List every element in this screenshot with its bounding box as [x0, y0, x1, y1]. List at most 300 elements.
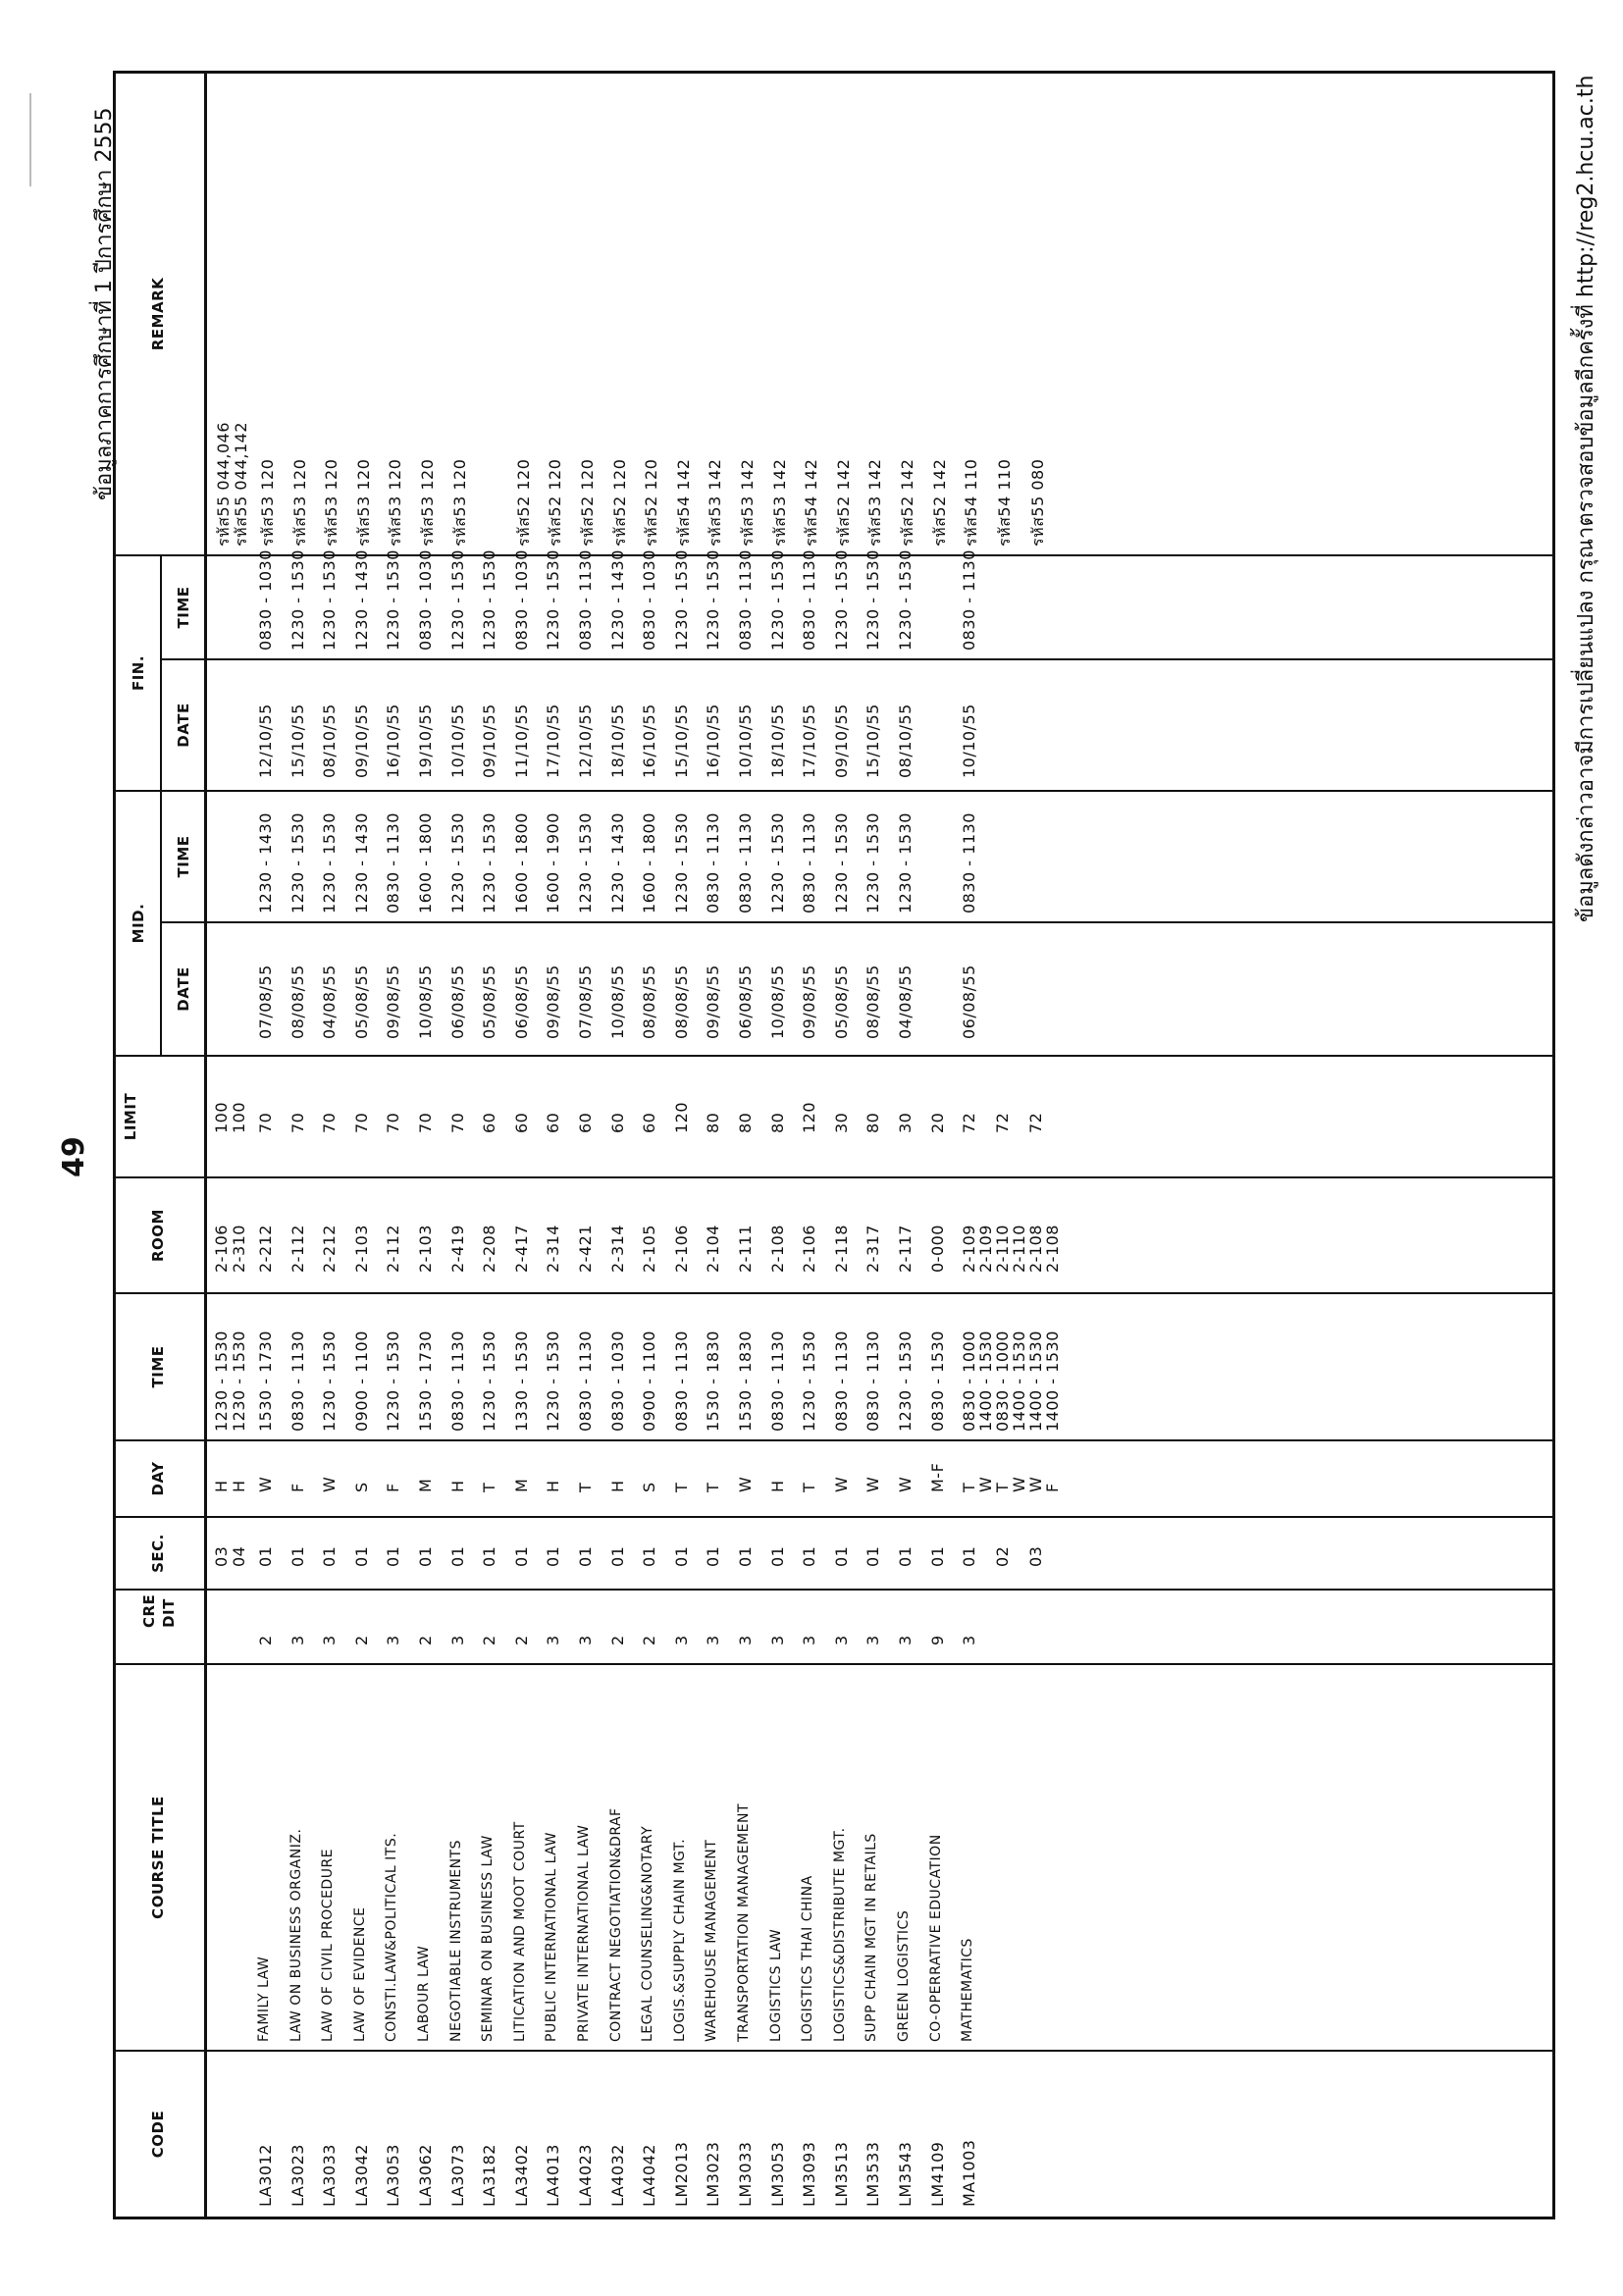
col-sep: [116, 2050, 1552, 2052]
room: 2-419: [447, 1225, 467, 1273]
course-code: LA3033: [320, 2144, 340, 2207]
course-code: LM3513: [831, 2141, 851, 2207]
course-title: TRANSPORTATION MANAGEMENT: [736, 1802, 752, 2042]
limit: 70: [256, 1112, 275, 1133]
day: T: [671, 1482, 691, 1492]
limit: 70: [351, 1112, 371, 1133]
section: 01: [447, 1545, 467, 1567]
room: 2-109: [976, 1225, 996, 1273]
section: 01: [767, 1545, 787, 1567]
remark: รหัส53 142: [769, 458, 789, 547]
course-code: LM2013: [671, 2141, 691, 2207]
day: T: [800, 1482, 819, 1492]
fin-time: 1230 - 1530: [320, 549, 340, 651]
course-code: LA4023: [576, 2144, 595, 2207]
class-time: 1330 - 1530: [511, 1331, 531, 1432]
credit: 2: [256, 1635, 275, 1645]
subheader-divider: [160, 554, 162, 1057]
footer-note: ข้อมูลดังกล่าวอาจมีการเปลี่ยนแปลง กรุณาตรวจสอบข้อมูลอีกครั้งที่ http://reg2.hcu.ac.th: [1574, 75, 1598, 922]
mid-time: 0830 - 1130: [736, 812, 755, 913]
remark: รหัส53 120: [386, 458, 405, 547]
fin-time: 1230 - 1530: [447, 549, 467, 651]
course-title: LAW ON BUSINESS ORGANIZ.: [288, 1828, 304, 2042]
course-title: MATHEMATICS: [960, 1938, 976, 2042]
header-remark: REMARK: [149, 277, 167, 351]
credit: 3: [288, 1635, 307, 1645]
room: 2-317: [864, 1225, 883, 1273]
mid-date: 09/08/55: [384, 965, 403, 1039]
room: 2-421: [576, 1225, 595, 1273]
course-code: LA3073: [447, 2144, 467, 2207]
mid-date: 05/08/55: [351, 965, 371, 1039]
credit: 2: [480, 1635, 499, 1645]
class-time: 1530 - 1730: [416, 1331, 435, 1432]
course-title: PUBLIC INTERNATIONAL LAW: [544, 1832, 560, 2042]
course-code: LA4013: [544, 2144, 563, 2207]
remark: รหัส52 120: [578, 458, 597, 547]
remark: รหัส53 120: [418, 458, 437, 547]
class-time: 1400 - 1530: [1010, 1331, 1029, 1432]
day: H: [544, 1480, 563, 1492]
section: 01: [960, 1545, 979, 1567]
class-time: 0830 - 1000: [960, 1331, 979, 1432]
room: 2-417: [511, 1225, 531, 1273]
course-code: LA3402: [511, 2144, 531, 2207]
mid-date: 08/08/55: [288, 965, 307, 1039]
mid-time: 1230 - 1530: [288, 812, 307, 913]
limit: 80: [767, 1112, 787, 1133]
fin-time: 0830 - 1030: [511, 549, 531, 651]
mid-date: 10/08/55: [767, 965, 787, 1039]
remark: รหัส54 110: [995, 458, 1015, 547]
mid-date: 09/08/55: [544, 965, 563, 1039]
limit: 70: [447, 1112, 467, 1133]
mid-time: 1600 - 1900: [544, 812, 563, 913]
day: W: [831, 1476, 851, 1492]
class-time: 0900 - 1100: [640, 1331, 659, 1432]
header-limit: LIMIT: [122, 1092, 139, 1141]
section: 01: [640, 1545, 659, 1567]
header-fin-date: DATE: [175, 703, 192, 748]
day: W: [896, 1476, 915, 1492]
limit: 60: [544, 1112, 563, 1133]
remark: รหัส54 142: [673, 458, 693, 547]
course-title: LOGIS.&SUPPLY CHAIN MGT.: [671, 1838, 688, 2042]
limit: 80: [864, 1112, 883, 1133]
day: W: [320, 1476, 340, 1492]
section: 01: [288, 1545, 307, 1567]
mid-date: 10/08/55: [607, 965, 627, 1039]
course-code: LM3093: [800, 2141, 819, 2207]
class-time: 1230 - 1530: [230, 1331, 248, 1432]
limit: 30: [896, 1112, 915, 1133]
room: 2-104: [704, 1225, 723, 1273]
col-sep: [160, 658, 1552, 660]
credit: 3: [671, 1635, 691, 1645]
mid-date: 06/08/55: [511, 965, 531, 1039]
mid-date: 07/08/55: [576, 965, 595, 1039]
class-time: 0900 - 1100: [351, 1331, 371, 1432]
fin-time: 1230 - 1530: [544, 549, 563, 651]
day: H: [447, 1480, 467, 1492]
class-time: 0830 - 1130: [831, 1331, 851, 1432]
class-time: 0830 - 1130: [864, 1331, 883, 1432]
day: W: [864, 1476, 883, 1492]
section: 01: [351, 1545, 371, 1567]
mid-time: 1600 - 1800: [511, 812, 531, 913]
remark: รหัส53 120: [353, 458, 373, 547]
fin-time: 1230 - 1530: [384, 549, 403, 651]
day: H: [607, 1480, 627, 1492]
fin-date: 17/10/55: [800, 704, 819, 778]
fin-date: 09/10/55: [831, 704, 851, 778]
header-course-title: COURSE TITLE: [149, 1796, 167, 1919]
section: 01: [416, 1545, 435, 1567]
col-sep: [116, 1292, 1552, 1294]
course-title: LOGISTICS&DISTRIBUTE MGT.: [831, 1827, 848, 2042]
day: W: [976, 1476, 996, 1492]
limit: 72: [960, 1112, 979, 1133]
fin-time: 0830 - 1130: [800, 549, 819, 651]
day: T: [480, 1482, 499, 1492]
class-time: 0830 - 1130: [288, 1331, 307, 1432]
course-code: LA3182: [480, 2144, 499, 2207]
credit: 2: [416, 1635, 435, 1645]
col-sep: [116, 1055, 1552, 1057]
fin-date: 16/10/55: [640, 704, 659, 778]
course-title: LITICATION AND MOOT COURT: [511, 1821, 528, 2042]
credit: 2: [351, 1635, 371, 1645]
section: 03: [212, 1545, 231, 1567]
fin-date: 10/10/55: [736, 704, 755, 778]
credit: 3: [704, 1635, 723, 1645]
course-code: LA3042: [351, 2144, 371, 2207]
room: 2-208: [480, 1225, 499, 1273]
limit: 70: [416, 1112, 435, 1133]
day: F: [384, 1483, 403, 1492]
mid-time: 1230 - 1430: [256, 812, 275, 913]
course-code: LM3053: [767, 2141, 787, 2207]
class-time: 1230 - 1530: [384, 1331, 403, 1432]
scan-mark: [29, 93, 31, 186]
fin-time: 1230 - 1530: [288, 549, 307, 651]
header-fin-time: TIME: [175, 586, 192, 629]
section: 01: [864, 1545, 883, 1567]
header-mid-date: DATE: [175, 966, 192, 1012]
remark: รหัส53 120: [449, 458, 469, 547]
class-time: 0830 - 1130: [767, 1331, 787, 1432]
course-title: WAREHOUSE MANAGEMENT: [704, 1839, 720, 2042]
credit: 3: [736, 1635, 755, 1645]
fin-time: 1230 - 1430: [607, 549, 627, 651]
course-code: LA4032: [607, 2144, 627, 2207]
section: 01: [607, 1545, 627, 1567]
class-time: 1400 - 1530: [976, 1331, 996, 1432]
room: 2-310: [230, 1225, 248, 1273]
fin-date: 15/10/55: [864, 704, 883, 778]
mid-time: 1600 - 1800: [416, 812, 435, 913]
fin-time: 0830 - 1130: [960, 549, 979, 651]
semester-header: ข้อมูลภาคการศึกษาที่ 1 ปีการศึกษา 2555: [92, 107, 117, 500]
course-code: LA4042: [640, 2144, 659, 2207]
remark: รหัส52 142: [898, 458, 916, 547]
remark: รหัส55 044,046: [214, 421, 233, 547]
class-time: 0830 - 1030: [607, 1331, 627, 1432]
section: 02: [993, 1545, 1013, 1567]
credit: 9: [927, 1635, 947, 1645]
credit: 2: [640, 1635, 659, 1645]
room: 2-110: [1010, 1225, 1029, 1273]
remark: รหัส52 120: [642, 458, 661, 547]
col-sep: [116, 790, 1552, 792]
limit: 72: [993, 1112, 1013, 1133]
header-day: DAY: [149, 1461, 167, 1496]
credit: 3: [447, 1635, 467, 1645]
mid-time: 0830 - 1130: [960, 812, 979, 913]
remark: รหัส52 120: [513, 458, 533, 547]
course-code: LM4109: [927, 2141, 947, 2207]
fin-time: 0830 - 1030: [640, 549, 659, 651]
mid-date: 10/08/55: [416, 965, 435, 1039]
remark: รหัส53 120: [289, 458, 309, 547]
fin-time: 1230 - 1530: [767, 549, 787, 651]
remark: รหัส54 110: [962, 458, 981, 547]
fin-time: 1230 - 1530: [480, 549, 499, 651]
col-sep: [116, 1589, 1552, 1591]
course-title: CONTRACT NEGOTIATION&DRAF: [607, 1807, 624, 2042]
class-time: 1530 - 1830: [704, 1331, 723, 1432]
class-time: 1230 - 1530: [896, 1331, 915, 1432]
limit: 70: [288, 1112, 307, 1133]
room: 2-314: [544, 1225, 563, 1273]
col-sep: [116, 1516, 1552, 1518]
header-room: ROOM: [149, 1209, 167, 1262]
limit: 70: [320, 1112, 340, 1133]
mid-time: 1230 - 1530: [576, 812, 595, 913]
mid-time: 1230 - 1530: [864, 812, 883, 913]
credit: 3: [320, 1635, 340, 1645]
remark: รหัส52 142: [833, 458, 853, 547]
course-code: LA3023: [288, 2144, 307, 2207]
day: W: [1010, 1476, 1029, 1492]
mid-time: 0830 - 1130: [704, 812, 723, 913]
day: W: [1026, 1476, 1046, 1492]
credit: 3: [576, 1635, 595, 1645]
day: H: [767, 1480, 787, 1492]
fin-date: 08/10/55: [896, 704, 915, 778]
room: 2-103: [416, 1225, 435, 1273]
section: 01: [671, 1545, 691, 1567]
class-time: 1230 - 1530: [800, 1331, 819, 1432]
mid-time: 1600 - 1800: [640, 812, 659, 913]
day: W: [736, 1476, 755, 1492]
room: 2-314: [607, 1225, 627, 1273]
fin-time: 1230 - 1530: [896, 549, 915, 651]
fin-date: 19/10/55: [416, 704, 435, 778]
room: 2-117: [896, 1225, 915, 1273]
col-sep: [160, 921, 1552, 923]
class-time: 0830 - 1000: [993, 1331, 1013, 1432]
header-time: TIME: [149, 1345, 167, 1388]
mid-time: 1230 - 1530: [447, 812, 467, 913]
col-sep: [116, 1663, 1552, 1665]
mid-date: 08/08/55: [864, 965, 883, 1039]
course-code: LA3053: [384, 2144, 403, 2207]
mid-date: 04/08/55: [320, 965, 340, 1039]
fin-date: 12/10/55: [576, 704, 595, 778]
day: T: [576, 1482, 595, 1492]
section: 01: [384, 1545, 403, 1567]
mid-time: 1230 - 1430: [607, 812, 627, 913]
room: 2-105: [640, 1225, 659, 1273]
course-title: LEGAL COUNSELING&NOTARY: [640, 1825, 656, 2042]
day: M: [416, 1478, 435, 1492]
fin-time: 0830 - 1130: [736, 549, 755, 651]
room: 2-112: [384, 1225, 403, 1273]
course-title: FAMILY LAW: [256, 1956, 272, 2042]
course-title: CO-OPERRATIVE EDUCATION: [927, 1834, 944, 2042]
limit: 100: [212, 1101, 231, 1133]
room: 2-108: [1026, 1225, 1046, 1273]
section: 01: [544, 1545, 563, 1567]
header-midterm: MID.: [130, 903, 147, 944]
section: 01: [320, 1545, 340, 1567]
section: 01: [896, 1545, 915, 1567]
limit: 60: [576, 1112, 595, 1133]
section: 01: [256, 1545, 275, 1567]
header-section: SEC.: [149, 1534, 167, 1573]
class-time: 1230 - 1530: [212, 1331, 231, 1432]
mid-time: 0830 - 1130: [800, 812, 819, 913]
credit: 3: [831, 1635, 851, 1645]
class-time: 1530 - 1830: [736, 1331, 755, 1432]
limit: 70: [384, 1112, 403, 1133]
mid-date: 09/08/55: [800, 965, 819, 1039]
room: 2-109: [960, 1225, 979, 1273]
fin-date: 09/10/55: [480, 704, 499, 778]
credit: 3: [800, 1635, 819, 1645]
mid-date: 05/08/55: [480, 965, 499, 1039]
remark: รหัส53 120: [322, 458, 341, 547]
day: F: [288, 1483, 307, 1492]
remark: รหัส53 142: [706, 458, 725, 547]
limit: 60: [511, 1112, 531, 1133]
limit: 120: [800, 1101, 819, 1133]
day: M-F: [927, 1462, 947, 1492]
limit: 60: [480, 1112, 499, 1133]
room: 2-108: [1043, 1225, 1063, 1273]
course-title: LAW OF EVIDENCE: [351, 1906, 368, 2042]
credit: 3: [767, 1635, 787, 1645]
remark: รหัส52 142: [929, 458, 949, 547]
fin-time: 1230 - 1530: [831, 549, 851, 651]
credit: 3: [960, 1635, 979, 1645]
course-code: MA1003: [960, 2139, 979, 2207]
header-mid-time: TIME: [175, 835, 192, 878]
remark: รหัส53 120: [258, 458, 277, 547]
day: H: [230, 1480, 248, 1492]
limit: 60: [607, 1112, 627, 1133]
section: 01: [736, 1545, 755, 1567]
room: 2-103: [351, 1225, 371, 1273]
fin-time: 0830 - 1030: [416, 549, 435, 651]
room: 2-106: [800, 1225, 819, 1273]
limit: 120: [671, 1101, 691, 1133]
course-title: NEGOTIABLE INSTRUMENTS: [447, 1840, 464, 2042]
room: 2-108: [767, 1225, 787, 1273]
remark: รหัส55 080: [1028, 458, 1048, 547]
section: 01: [704, 1545, 723, 1567]
fin-time: 0830 - 1030: [256, 549, 275, 651]
remark: รหัส54 142: [802, 458, 821, 547]
fin-date: 18/10/55: [607, 704, 627, 778]
section: 01: [576, 1545, 595, 1567]
mid-date: 08/08/55: [640, 965, 659, 1039]
room: 2-110: [993, 1225, 1013, 1273]
fin-date: 12/10/55: [256, 704, 275, 778]
header-credit: CRE DIT: [140, 1593, 178, 1628]
credit: 2: [511, 1635, 531, 1645]
fin-date: 17/10/55: [544, 704, 563, 778]
fin-date: 15/10/55: [671, 704, 691, 778]
fin-date: 15/10/55: [288, 704, 307, 778]
mid-date: 07/08/55: [256, 965, 275, 1039]
room: 2-106: [671, 1225, 691, 1273]
room: 2-118: [831, 1225, 851, 1273]
mid-date: 09/08/55: [704, 965, 723, 1039]
limit: 80: [704, 1112, 723, 1133]
room: 2-111: [736, 1225, 755, 1273]
limit: 72: [1026, 1112, 1046, 1133]
course-title: PRIVATE INTERNATIONAL LAW: [576, 1824, 592, 2042]
class-time: 1400 - 1530: [1043, 1331, 1063, 1432]
credit: 3: [544, 1635, 563, 1645]
class-time: 1230 - 1530: [320, 1331, 340, 1432]
course-code: LM3543: [896, 2141, 915, 2207]
course-title: SEMINAR ON BUSINESS LAW: [480, 1835, 497, 2042]
remark: รหัส52 120: [546, 458, 565, 547]
course-code: LM3023: [704, 2141, 723, 2207]
day: T: [993, 1482, 1013, 1492]
class-time: 1530 - 1730: [256, 1331, 275, 1432]
class-time: 1230 - 1530: [544, 1331, 563, 1432]
col-sep: [116, 1439, 1552, 1441]
fin-time: 1230 - 1430: [351, 549, 371, 651]
class-time: 1230 - 1530: [480, 1331, 499, 1432]
class-time: 0830 - 1130: [576, 1331, 595, 1432]
remark: รหัส52 120: [609, 458, 629, 547]
header-code: CODE: [149, 2110, 167, 2159]
section: 04: [230, 1545, 248, 1567]
day: H: [212, 1480, 231, 1492]
limit: 20: [927, 1112, 947, 1133]
mid-date: 04/08/55: [896, 965, 915, 1039]
day: W: [256, 1476, 275, 1492]
day: S: [640, 1482, 659, 1492]
section: 03: [1026, 1545, 1046, 1567]
course-code: LM3533: [864, 2141, 883, 2207]
class-time: 0830 - 1530: [927, 1331, 947, 1432]
section: 01: [927, 1545, 947, 1567]
fin-date: 11/10/55: [511, 704, 531, 778]
fin-date: 09/10/55: [351, 704, 371, 778]
course-title: GREEN LOGISTICS: [896, 1909, 912, 2042]
mid-time: 1230 - 1530: [767, 812, 787, 913]
fin-time: 1230 - 1530: [864, 549, 883, 651]
course-code: LA3062: [416, 2144, 435, 2207]
mid-time: 1230 - 1530: [896, 812, 915, 913]
credit: 3: [384, 1635, 403, 1645]
